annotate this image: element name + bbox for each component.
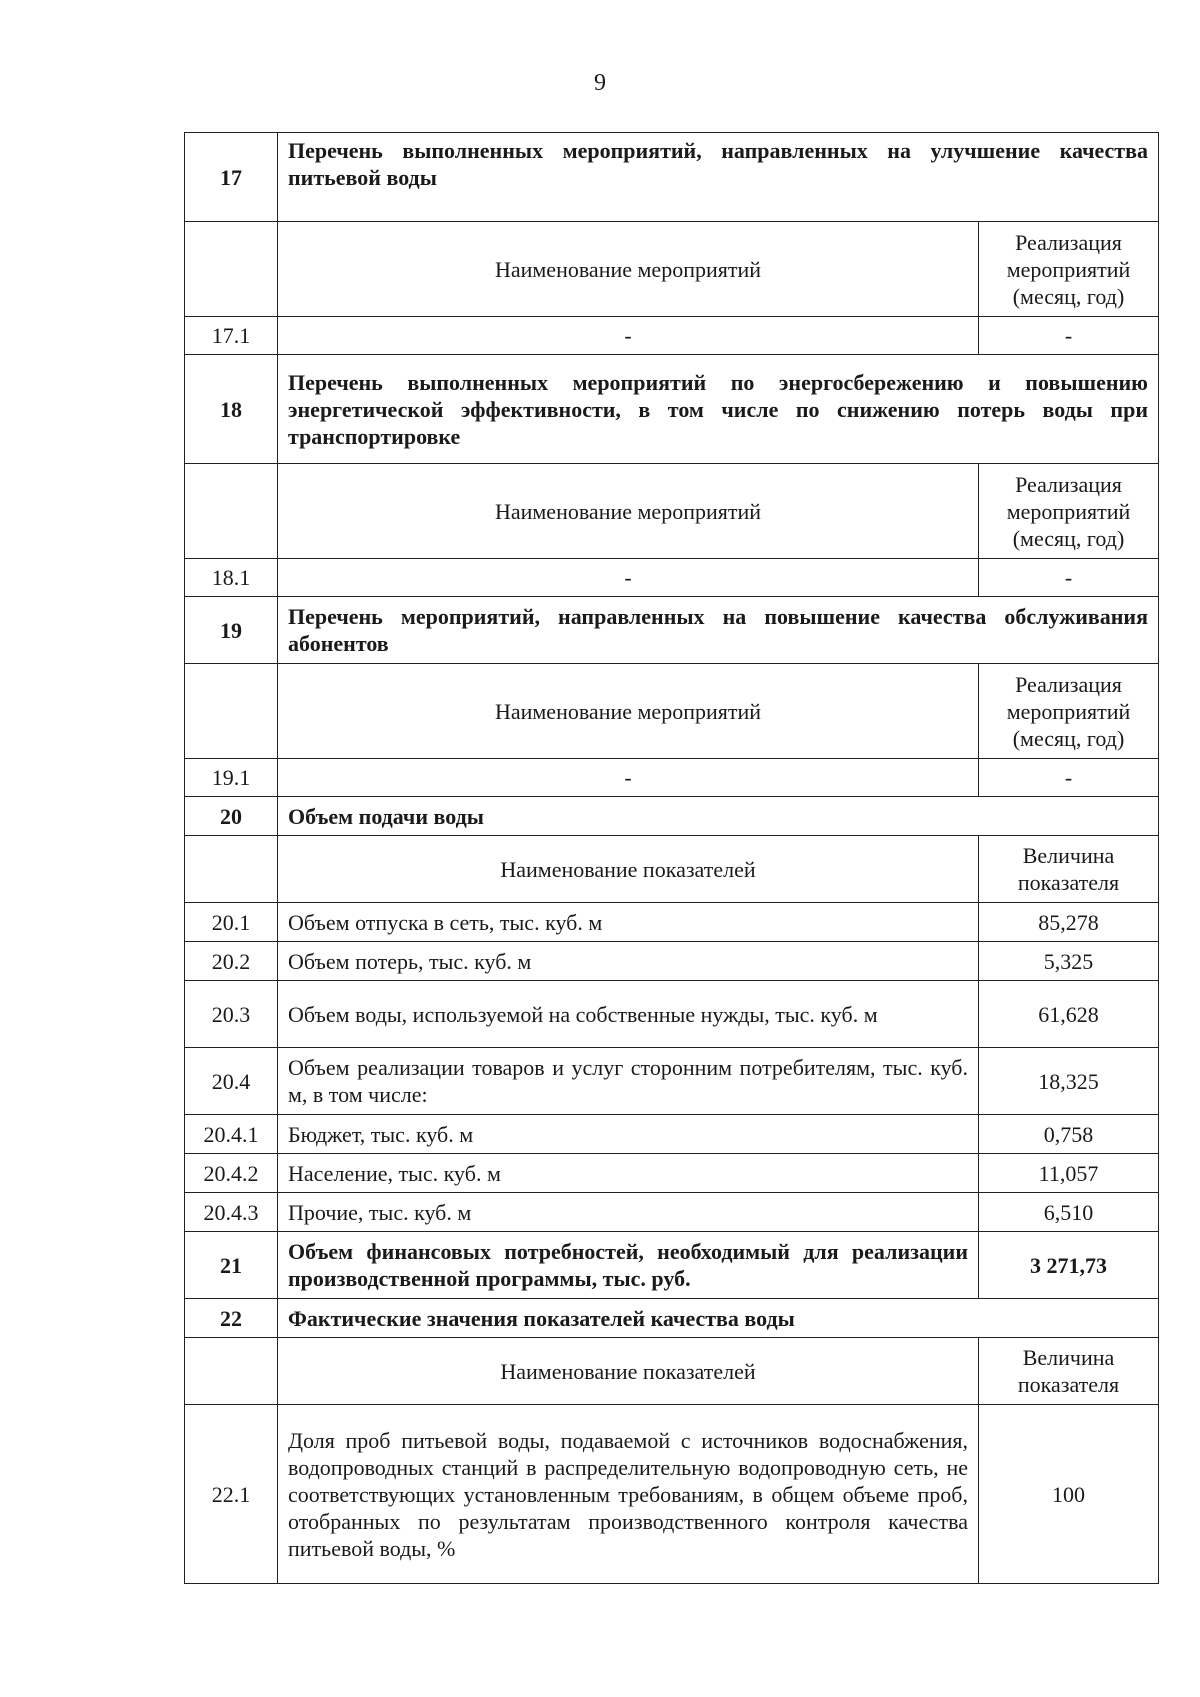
row-number: 20.4.1: [185, 1115, 278, 1154]
row-number: 20.4.2: [185, 1154, 278, 1193]
row-name: Бюджет, тыс. куб. м: [278, 1115, 979, 1154]
section-20-column-header: [185, 836, 1159, 903]
row-name: Объем воды, используемой на собственные нужды, тыс. куб. м: [278, 981, 979, 1048]
page-number: 9: [594, 70, 606, 96]
column-header-value: Реализация мероприятий (месяц, год): [979, 464, 1159, 559]
table-row: [185, 1154, 1159, 1193]
row-value: 85,278: [979, 903, 1159, 942]
section-number: 22: [185, 1299, 278, 1338]
table-row: [185, 1048, 1159, 1115]
row-number: 20.4.3: [185, 1193, 278, 1232]
section-19-header: [185, 597, 1159, 664]
row-value: 11,057: [979, 1154, 1159, 1193]
column-header-value: Величина показателя: [979, 1338, 1159, 1405]
row-number: 20.3: [185, 981, 278, 1048]
column-header-name: Наименование показателей: [278, 1338, 979, 1405]
section-17-column-header: [185, 222, 1159, 317]
table-row: [185, 759, 1159, 797]
row-name: Прочие, тыс. куб. м: [278, 1193, 979, 1232]
row-value: 0,758: [979, 1115, 1159, 1154]
section-21-row: [185, 1232, 1159, 1299]
section-19-column-header: [185, 664, 1159, 759]
empty-cell: [185, 1338, 278, 1405]
row-name: -: [278, 759, 979, 797]
table-row: [185, 1193, 1159, 1232]
section-22-header: [185, 1299, 1159, 1338]
column-header-name: Наименование мероприятий: [278, 664, 979, 759]
section-number: 21: [185, 1232, 278, 1299]
row-value: 5,325: [979, 942, 1159, 981]
empty-cell: [185, 222, 278, 317]
row-number: 22.1: [185, 1405, 278, 1584]
row-value: 100: [979, 1405, 1159, 1584]
empty-cell: [185, 664, 278, 759]
row-name: Доля проб питьевой воды, подаваемой с источников водоснабжения, водопроводных станций в распределительную водопроводную сеть, не соответствующих установленным требованиям, в общем объеме проб, отобранных по результатам производственного контроля качества питьевой воды, %: [278, 1405, 979, 1584]
section-17-header: [185, 133, 1159, 222]
section-18-header: [185, 355, 1159, 464]
row-value: 6,510: [979, 1193, 1159, 1232]
row-value: -: [979, 759, 1159, 797]
section-title: Объем подачи воды: [278, 797, 1159, 836]
row-value: -: [979, 317, 1159, 355]
empty-cell: [185, 836, 278, 903]
row-number: 17.1: [185, 317, 278, 355]
table-row: [185, 981, 1159, 1048]
section-title: Перечень выполненных мероприятий по энергосбережению и повышению энергетической эффективности, в том числе по снижению потерь воды при транспортировке: [278, 355, 1159, 464]
table-row: [185, 1115, 1159, 1154]
row-name: -: [278, 559, 979, 597]
row-value: 61,628: [979, 981, 1159, 1048]
table-row: [185, 1405, 1159, 1584]
section-title: Фактические значения показателей качества воды: [278, 1299, 1159, 1338]
column-header-value: Величина показателя: [979, 836, 1159, 903]
row-number: 19.1: [185, 759, 278, 797]
column-header-name: Наименование мероприятий: [278, 464, 979, 559]
row-name: Объем реализации товаров и услуг сторонним потребителям, тыс. куб. м, в том числе:: [278, 1048, 979, 1115]
table-row: [185, 559, 1159, 597]
row-name: Объем отпуска в сеть, тыс. куб. м: [278, 903, 979, 942]
production-program-table: [184, 132, 1159, 1584]
section-number: 17: [185, 133, 278, 222]
row-number: 20.4: [185, 1048, 278, 1115]
row-name: Население, тыс. куб. м: [278, 1154, 979, 1193]
section-number: 20: [185, 797, 278, 836]
section-18-column-header: [185, 464, 1159, 559]
section-number: 19: [185, 597, 278, 664]
column-header-value: Реализация мероприятий (месяц, год): [979, 222, 1159, 317]
row-number: 18.1: [185, 559, 278, 597]
table-row: [185, 903, 1159, 942]
row-number: 20.2: [185, 942, 278, 981]
section-title: Объем финансовых потребностей, необходимый для реализации производственной программы, тыс. руб.: [278, 1232, 979, 1299]
row-number: 20.1: [185, 903, 278, 942]
empty-cell: [185, 464, 278, 559]
row-name: -: [278, 317, 979, 355]
section-number: 18: [185, 355, 278, 464]
column-header-value: Реализация мероприятий (месяц, год): [979, 664, 1159, 759]
row-name: Объем потерь, тыс. куб. м: [278, 942, 979, 981]
column-header-name: Наименование показателей: [278, 836, 979, 903]
section-title: Перечень мероприятий, направленных на повышение качества обслуживания абонентов: [278, 597, 1159, 664]
section-title: Перечень выполненных мероприятий, направленных на улучшение качества питьевой воды: [278, 133, 1159, 222]
table-row: [185, 317, 1159, 355]
section-22-column-header: [185, 1338, 1159, 1405]
table-row: [185, 942, 1159, 981]
row-value: -: [979, 559, 1159, 597]
section-value: 3 271,73: [979, 1232, 1159, 1299]
row-value: 18,325: [979, 1048, 1159, 1115]
column-header-name: Наименование мероприятий: [278, 222, 979, 317]
section-20-header: [185, 797, 1159, 836]
